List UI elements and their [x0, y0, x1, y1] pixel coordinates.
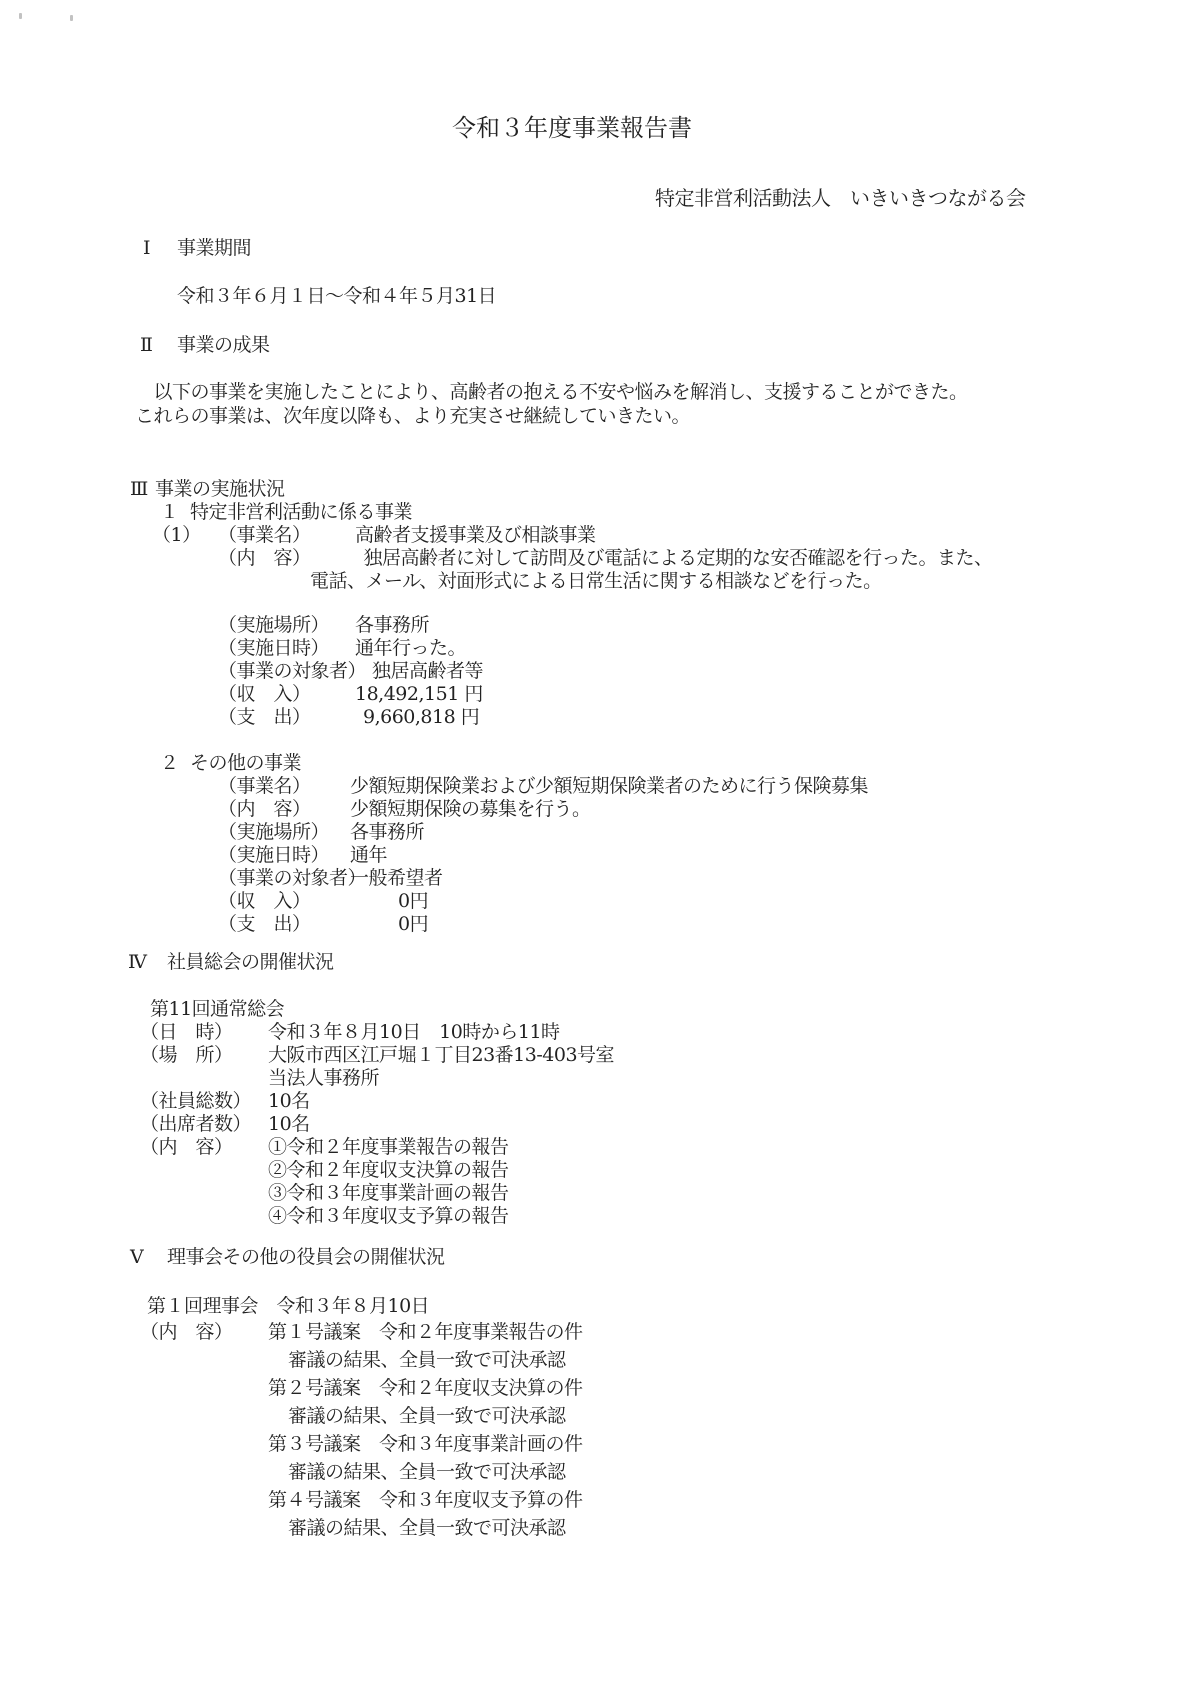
subsection-2-heading: その他の事業	[190, 752, 302, 774]
s1-label-5: （事業の対象者）	[218, 660, 367, 682]
section-5-heading: 理事会その他の役員会の開催状況	[167, 1246, 445, 1268]
s2-label-6: （支 出）	[218, 913, 311, 935]
section-4-heading: 社員総会の開催状況	[167, 951, 334, 973]
s4-label-3: （社員総数）	[140, 1090, 252, 1112]
agenda-item-3: 第３号議案 令和３年度事業計画の件	[268, 1433, 583, 1455]
s2-label-0: （事業名）	[218, 775, 311, 797]
s4-label-5: （内 容）	[140, 1136, 233, 1158]
s1-value-3: 各事務所	[355, 614, 430, 636]
s1-value-0: 高齢者支援事業及び相談事業	[355, 524, 596, 546]
agenda-item-2: 第２号議案 令和２年度収支決算の件	[268, 1377, 583, 1399]
s4-value-2: 当法人事務所	[268, 1067, 380, 1089]
s2-label-5: （収 入）	[218, 890, 311, 912]
s2-value-6: 0円	[398, 913, 429, 935]
section-1-heading: 事業期間	[177, 237, 252, 259]
results-paragraph-line-2: これらの事業は、次年度以降も、より充実させ継続していきたい。	[135, 405, 691, 427]
s1-label-6: （収 入）	[218, 683, 311, 705]
section-1-numeral: Ⅰ	[143, 237, 151, 259]
section-3-numeral: Ⅲ	[130, 478, 148, 500]
s4-label-0: （日 時）	[140, 1021, 233, 1043]
subsection-1-number: １	[160, 501, 179, 523]
s2-value-3: 通年	[350, 844, 388, 866]
board-meeting-line: 第１回理事会 令和３年８月10日	[147, 1295, 430, 1317]
section-2-heading: 事業の成果	[177, 334, 270, 356]
s2-label-1: （内 容）	[218, 798, 311, 820]
s4-value-1: 大阪市西区江戸堀１丁目23番13-403号室	[268, 1044, 615, 1066]
s4-value-4: 10名	[268, 1113, 310, 1135]
income-value: 18,492,151 円	[355, 683, 483, 705]
section-4-numeral: Ⅳ	[128, 951, 147, 973]
general-meeting-name: 第11回通常総会	[150, 998, 285, 1020]
business-period: 令和３年６月１日～令和４年５月31日	[177, 285, 497, 307]
section-5-numeral: Ⅴ	[130, 1246, 144, 1268]
s1-value-5: 独居高齢者等	[372, 660, 484, 682]
agenda-item-4: 第４号議案 令和３年度収支予算の件	[268, 1489, 583, 1511]
s1-value-4: 通年行った。	[355, 637, 467, 659]
s4-value-8: ④令和３年度収支予算の報告	[268, 1205, 509, 1227]
subsection-1-heading: 特定非営利活動に係る事業	[190, 501, 413, 523]
agenda-result-2: 審議の結果、全員一致で可決承認	[288, 1405, 566, 1427]
s1-label-1: （内 容）	[218, 547, 311, 569]
s4-label-4: （出席者数）	[140, 1113, 252, 1135]
section-3-heading: 事業の実施状況	[155, 478, 285, 500]
board-content-label: （内 容）	[140, 1321, 233, 1343]
s1-label-0: （事業名）	[218, 524, 311, 546]
s2-value-4: 一般希望者	[350, 867, 443, 889]
agenda-result-4: 審議の結果、全員一致で可決承認	[288, 1517, 566, 1539]
item-number: （1）	[152, 524, 201, 546]
agenda-result-3: 審議の結果、全員一致で可決承認	[288, 1461, 566, 1483]
s2-value-1: 少額短期保険の募集を行う。	[350, 798, 591, 820]
expense-value: 9,660,818 円	[363, 706, 480, 728]
agenda-result-1: 審議の結果、全員一致で可決承認	[288, 1349, 566, 1371]
s4-value-3: 10名	[268, 1090, 310, 1112]
document-title: 令和３年度事業報告書	[452, 114, 692, 142]
s2-label-3: （実施日時）	[218, 844, 330, 866]
s2-label-2: （実施場所）	[218, 821, 330, 843]
agenda-item-1: 第１号議案 令和２年度事業報告の件	[268, 1321, 583, 1343]
s2-label-4: （事業の対象者）	[218, 867, 367, 889]
s1-value-1: 独居高齢者に対して訪問及び電話による定期的な安否確認を行った。また、	[345, 547, 993, 569]
s4-value-5: ①令和２年度事業報告の報告	[268, 1136, 509, 1158]
subsection-2-number: ２	[160, 752, 179, 774]
s1-label-7: （支 出）	[218, 706, 311, 728]
scan-mark	[19, 13, 22, 19]
organization-name: 特定非営利活動法人 いきいきつながる会	[655, 186, 1026, 210]
s4-value-7: ③令和３年度事業計画の報告	[268, 1182, 509, 1204]
s4-label-1: （場 所）	[140, 1044, 233, 1066]
results-paragraph-line-1: 以下の事業を実施したことにより、高齢者の抱える不安や悩みを解消し、支援することができた。	[135, 381, 968, 403]
s1-label-3: （実施場所）	[218, 614, 330, 636]
s2-value-0: 少額短期保険業および少額短期保険業者のために行う保険募集	[350, 775, 869, 797]
s1-label-4: （実施日時）	[218, 637, 330, 659]
section-2-numeral: Ⅱ	[140, 334, 153, 356]
s2-value-2: 各事務所	[350, 821, 425, 843]
scan-mark	[70, 15, 73, 21]
s4-value-0: 令和３年８月10日 10時から11時	[268, 1021, 560, 1043]
s4-value-6: ②令和２年度収支決算の報告	[268, 1159, 509, 1181]
s1-value-2: 電話、メール、対面形式による日常生活に関する相談などを行った。	[310, 570, 882, 592]
s2-value-5: 0円	[398, 890, 429, 912]
